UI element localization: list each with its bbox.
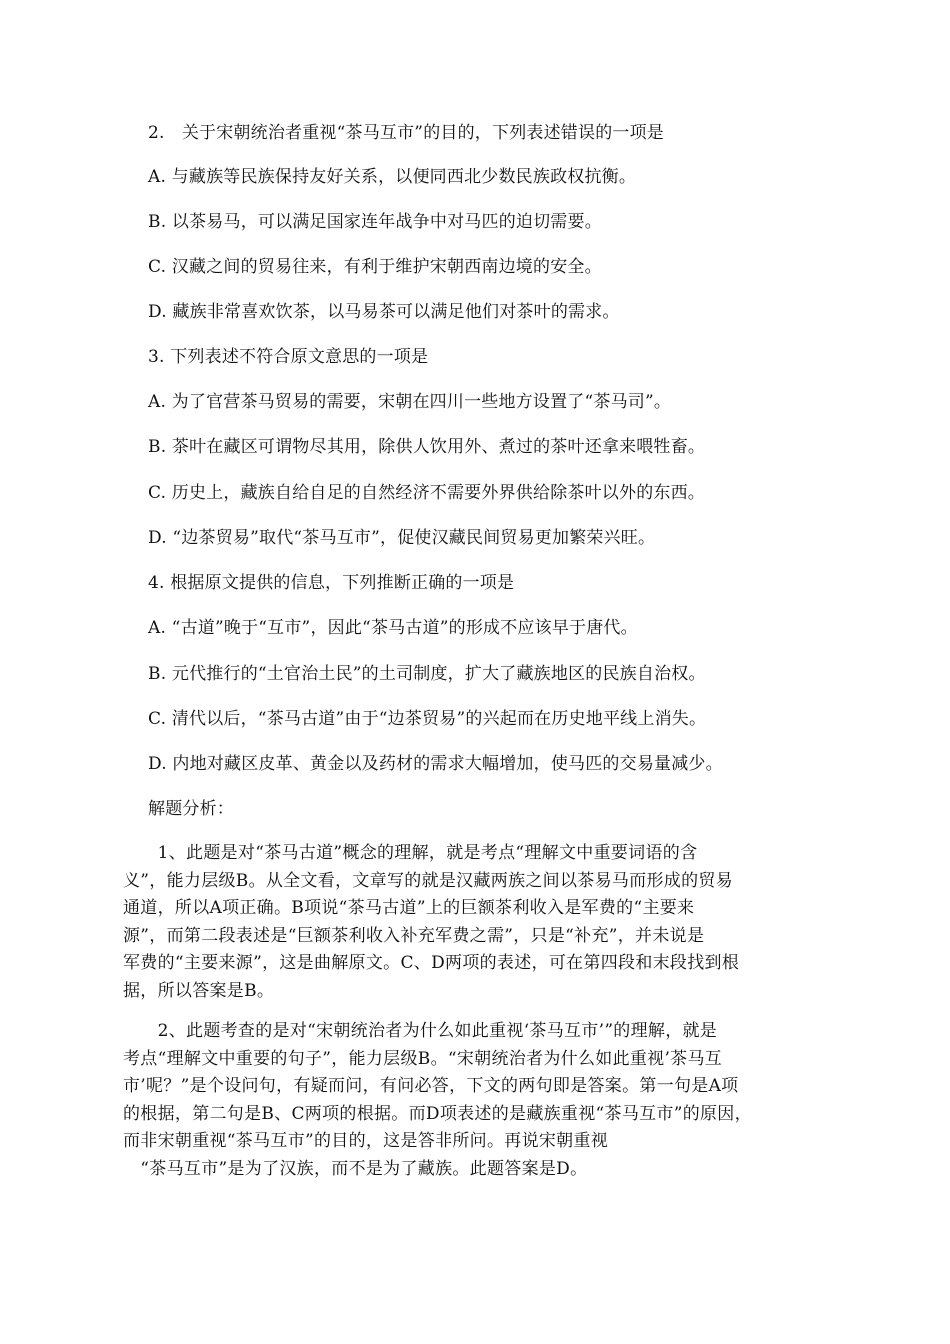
question-3-option-c: C. 历史上，藏族自给自足的自然经济不需要外界供给除茶叶以外的东西。 <box>148 483 706 503</box>
question-2-option-b: B. 以茶易马，可以满足国家连年战争中对马匹的迫切需要。 <box>148 212 602 232</box>
analysis-paragraph-1 <box>123 840 835 1005</box>
question-3-stem: 3. 下列表述不符合原文意思的一项是 <box>148 347 429 367</box>
question-4-option-c: C. 清代以后，“茶马古道”由于“边茶贸易”的兴起而在历史地平线上消失。 <box>148 709 707 729</box>
question-3-option-a: A. 为了官营茶马贸易的需要，宋朝在四川一些地方设置了“茶马司”。 <box>148 392 672 412</box>
question-2-stem: 2. 关于宋朝统治者重视“茶马互市”的目的，下列表述错误的一项是 <box>148 123 665 143</box>
analysis-p1-line: 义”，能力层级B。从全文看，文章写的就是汉藏两族之间以茶易马而形成的贸易 <box>123 870 733 891</box>
analysis-p1-line: 军费的“主要来源”，这是曲解原文。C、D两项的表述，可在第四段和末段找到根 <box>123 953 740 973</box>
analysis-p2-line: 而非宋朝重视“茶马互市”的目的，这是答非所问。再说宋朝重视 <box>123 1131 609 1151</box>
question-4-option-a: A. “古道”晚于“互市”，因此“茶马古道”的形成不应该早于唐代。 <box>148 618 638 638</box>
question-4-option-b: B. 元代推行的“土官治土民”的土司制度，扩大了藏族地区的民族自治权。 <box>148 664 706 684</box>
analysis-p1-line: 通道，所以A项正确。B项说“茶马古道”上的巨额茶利收入是军费的“主要来 <box>123 898 695 918</box>
question-4-stem: 4. 根据原文提供的信息，下列推断正确的一项是 <box>148 573 515 593</box>
question-2-option-a: A. 与藏族等民族保持友好关系，以便同西北少数民族政权抗衡。 <box>148 167 637 187</box>
analysis-p1-line: 1、此题是对“茶马古道”概念的理解，就是考点“理解文中重要词语的含 <box>123 843 698 863</box>
analysis-p1-line: 据，所以答案是B。 <box>123 980 275 1001</box>
analysis-p2-line: “茶马互市”是为了汉族，而不是为了藏族。此题答案是D。 <box>123 1158 588 1179</box>
question-3-option-b: B. 茶叶在藏区可谓物尽其用，除供人饮用外、煮过的茶叶还拿来喂牲畜。 <box>148 437 706 457</box>
analysis-p2-line: 2、此题考查的是对“宋朝统治者为什么如此重视‘茶马互市’”的理解，就是 <box>123 1021 718 1041</box>
question-4-option-d: D. 内地对藏区皮革、黄金以及药材的需求大幅增加，使马匹的交易量减少。 <box>148 754 723 774</box>
analysis-p2-line: 的根据，第二句是B、C两项的根据。而D项表述的是藏族重视“茶马互市”的原因， <box>123 1103 752 1124</box>
analysis-heading: 解题分析： <box>148 799 234 819</box>
analysis-p2-line: 市’呢？”是个设问句，有疑而问，有问必答，下文的两句即是答案。第一句是A项 <box>123 1076 739 1096</box>
analysis-p2-line: 考点“理解文中重要的句子”，能力层级B。“宋朝统治者为什么如此重视’茶马互 <box>123 1048 723 1069</box>
question-2-option-c: C. 汉藏之间的贸易往来，有利于维护宋朝西南边境的安全。 <box>148 257 602 277</box>
question-2-option-d: D. 藏族非常喜欢饮茶，以马易茶可以满足他们对茶叶的需求。 <box>148 302 620 322</box>
analysis-p1-line: 源”，而第二段表述是“巨额茶利收入补充军费之需”，只是“补充”，并未说是 <box>123 925 705 946</box>
analysis-paragraph-2 <box>123 1018 835 1183</box>
question-3-option-d: D. “边茶贸易”取代“茶马互市”，促使汉藏民间贸易更加繁荣兴旺。 <box>148 528 656 548</box>
